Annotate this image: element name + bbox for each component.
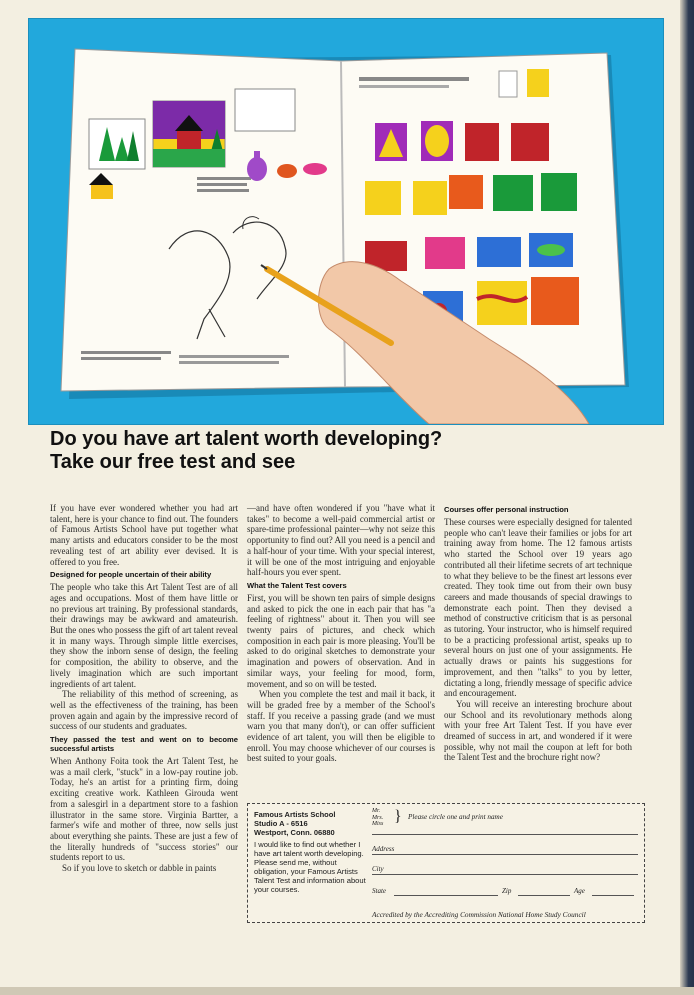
col3-paragraph-2: You will receive an interesting brochure about our School and its revolutionary methods along with your free Art Talent Test. If you have ever dreamed of success in art, and wondered if it were possible, why not mail the coupon at left for both the Talent Test and the brochure right now?: [444, 698, 632, 763]
state-zip-age-row: [372, 881, 638, 896]
title-mrs[interactable]: Mrs.: [372, 814, 384, 821]
coupon-address: Westport, Conn. 06880: [254, 828, 335, 837]
age-label: Age: [574, 887, 585, 895]
age-field[interactable]: [592, 895, 634, 896]
talent-test-illustration: [28, 18, 664, 425]
mail-coupon: [247, 803, 645, 923]
bottom-edge: [0, 987, 694, 995]
zip-field[interactable]: [518, 895, 570, 896]
col1-paragraph-3: The reliability of this method of screening, as well as the effectiveness of the training, has been proven again and again by the impressive record of success of our students and graduates.: [50, 689, 238, 732]
col2-paragraph-2: First, you will be shown ten pairs of simple designs and asked to pick the one in each pair that has "a feeling of rightness" about it. Then you will see twenty pairs of pictures, and check which composition in each pair is more pleasing. You'll be asked to do original sketches to demonstrate your imagination and powers of observation. And in similar ways, your feeling for mood, form, movement, and so on will be tested.: [247, 592, 435, 689]
address-label: Address: [372, 845, 395, 853]
state-field[interactable]: [394, 895, 498, 896]
circle-instruction: Please circle one and print name: [408, 813, 503, 821]
col2-paragraph-1: —and have often wondered if you "have what it takes" to become a well-paid commercial artist or spare-time professional painter—why not seize this opportunity to find out? All you need is a pencil and a half-hour of your time. With your special interest, it will be one of the most intriguing and enjoyable half-hours you ever spent.: [247, 503, 435, 578]
column-3: [444, 505, 632, 763]
coupon-studio: Studio A - 6516: [254, 819, 308, 828]
page-edge: [680, 0, 694, 995]
col1-paragraph-4: When Anthony Foita took the Art Talent Test, he was a mail clerk, "stuck" in a low-pay routine job. Today, he's an artist for a printing firm, doing exciting creative work. Kathleen Girouda went from a salesgirl in a department store to a fashion illustrator in the same store. Virginia Bartter, a farmer's wife and mother of three, now sells just about everything she paints. These are just a few of the literally hundreds of "success stories" our students report to us.: [50, 756, 238, 863]
col1-subhead-1: Designed for people uncertain of their ability: [50, 570, 212, 580]
col1-paragraph-2: The people who take this Art Talent Test are of all ages and occupations. Most of them have little or no previous art training. By professional standards, their drawings may be awkward and amateurish. But the ones who possess the gift of art talent reveal it in many ways. Through simple little exercises, they show the inborn sense of design, the feeling for composition, the ability to observe, and the lively imagination which are such important ingredients of art talent.: [50, 582, 238, 689]
col1-paragraph-1: If you have ever wondered whether you had art talent, here is your chance to find out. The founders of Famous Artists School have put together what many artists and educators consider to be the most revealing test of art ability ever devised. It is offered to you free.: [50, 503, 238, 567]
city-label: City: [372, 865, 384, 873]
col2-paragraph-3: When you complete the test and mail it back, it will be graded free by a member of the School's staff. If you receive a passing grade (and we must warn you that many don't), or can offer sufficient evidence of art talent, you will then be eligible to enroll. You may choose whichever of our courses is best suited to your goals.: [247, 689, 435, 764]
title-options[interactable]: [372, 808, 383, 828]
title-mr[interactable]: Mr.: [372, 808, 381, 814]
accreditation-note: Accredited by the Accrediting Commission National Home Study Council: [372, 910, 586, 919]
title-miss[interactable]: Miss: [372, 821, 384, 827]
address-field[interactable]: [372, 839, 638, 855]
brace-icon: }: [394, 808, 402, 825]
headline-line-2: Take our free test and see: [50, 451, 296, 473]
col3-subhead-1: Courses offer personal instruction: [444, 505, 569, 514]
coupon-school-name: Famous Artists School: [254, 810, 336, 819]
col1-subhead-2: They passed the test and went on to become successful artists: [50, 735, 238, 754]
col2-subhead-1: What the Talent Test covers: [247, 580, 347, 590]
coupon-school-block: [254, 810, 370, 894]
city-field[interactable]: [372, 859, 638, 875]
headline: [50, 428, 650, 474]
column-1: [50, 503, 238, 874]
coupon-request-text: I would like to find out whether I have art talent worth developing. Please send me, without obligation, your Famous Artists Talent Test and information about your courses.: [254, 840, 366, 894]
zip-label: Zip: [502, 887, 512, 895]
open-book-drawing: [29, 19, 663, 424]
column-2: [247, 503, 435, 764]
headline-line-1: Do you have art talent worth developing?: [50, 428, 443, 450]
state-label: State: [372, 887, 386, 895]
col3-paragraph-1: These courses were especially designed for talented people who can't leave their families or jobs for art training away from home. The 12 famous artists who started the School over 19 years ago contributed all their lifetime secrets of art technique to what they believe to be the finest art lessons ever created. They took time out from their own busy careers and made thousands of special drawings to demonstrate each point. Then they devised a method of constructive criticism that is as personal as tutoring. Your instructor, who is himself required to be a practicing professional artist, speaks up to several hours on just one of your assignments. He actually draws or paints his suggestions for improvement, and then "talks" to you by letter, dictating a long, friendly message of specific advice and encouragement.: [444, 517, 632, 699]
coupon-form: [372, 808, 638, 896]
col1-paragraph-5: So if you love to sketch or dabble in paints: [62, 863, 217, 874]
name-field[interactable]: [372, 808, 638, 835]
